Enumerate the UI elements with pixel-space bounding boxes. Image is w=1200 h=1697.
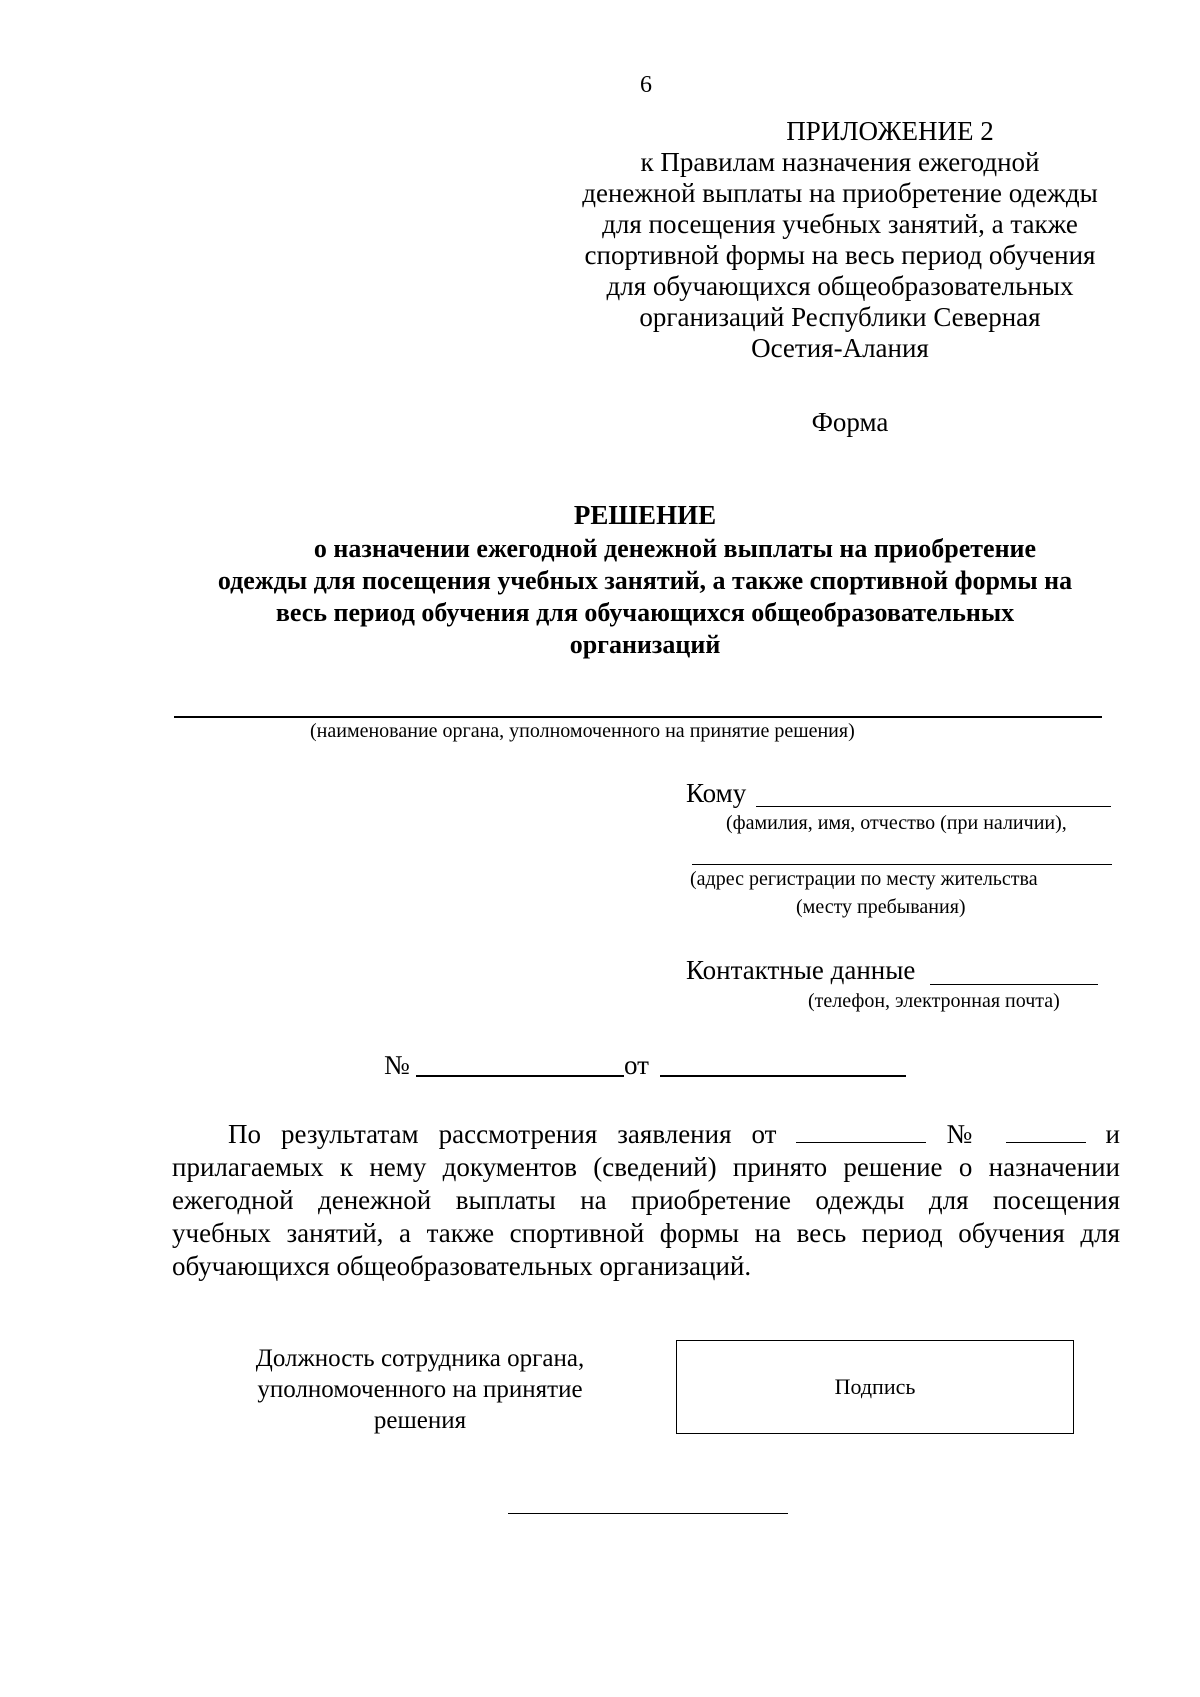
- appendix-line: для посещения учебных занятий, а также: [602, 209, 1078, 239]
- heading-line: одежды для посещения учебных занятий, а также спортивной формы на: [217, 566, 1073, 595]
- signatory-line: решения: [373, 1407, 467, 1434]
- recipient-name-caption: (фамилия, имя, отчество (при наличии),: [726, 812, 1067, 834]
- contacts-line[interactable]: [930, 984, 1098, 985]
- appendix-line: для обучающихся общеобразовательных: [606, 271, 1074, 301]
- body-line1-end: и: [1105, 1119, 1120, 1149]
- appendix-line: организаций Республики Северная: [639, 302, 1041, 332]
- contacts-caption: (телефон, электронная почта): [808, 990, 1060, 1012]
- body-line: прилагаемых к нему документов (сведений) принято решение о назначении: [172, 1152, 1120, 1182]
- to-label: Кому: [686, 778, 747, 808]
- form-label: Форма: [811, 407, 889, 437]
- page-number: 6: [640, 72, 652, 98]
- body-line: обучающихся общеобразовательных организаций.: [172, 1251, 752, 1281]
- body-line1-start: По результатам рассмотрения заявления от: [228, 1119, 777, 1149]
- appendix-title: ПРИЛОЖЕНИЕ 2: [786, 116, 994, 146]
- recipient-address-line[interactable]: [692, 864, 1112, 865]
- body-line: ежегодной денежной выплаты на приобретение одежды для посещения: [172, 1185, 1120, 1215]
- appendix-line: Осетия-Алания: [751, 333, 929, 363]
- authority-name-line[interactable]: [174, 716, 1102, 718]
- body-line: учебных занятий, а также спортивной формы на весь период обучения для: [172, 1218, 1120, 1248]
- decision-heading: [140, 533, 1150, 661]
- application-number-blank[interactable]: [1006, 1122, 1086, 1143]
- date-from-label: от: [624, 1050, 649, 1080]
- heading-line: весь период обучения для обучающихся общеобразовательных: [275, 598, 1015, 627]
- application-date-blank[interactable]: [796, 1122, 926, 1143]
- decision-number-line[interactable]: [416, 1075, 624, 1077]
- signatory-line: Должность сотрудника органа,: [255, 1345, 585, 1372]
- appendix-block: [560, 116, 1120, 364]
- number-label: №: [384, 1050, 410, 1080]
- heading-line: организаций: [569, 630, 721, 659]
- heading-line: о назначении ежегодной денежной выплаты на приобретение: [313, 534, 1037, 563]
- authority-caption: (наименование органа, уполномоченного на принятие решения): [310, 720, 855, 742]
- contacts-label: Контактные данные: [686, 955, 916, 985]
- signature-box[interactable]: [676, 1340, 1074, 1434]
- recipient-name-line[interactable]: [756, 806, 1111, 807]
- body-paragraph: [172, 1118, 1120, 1283]
- signatory-line: уполномоченного на принятие: [257, 1376, 583, 1403]
- body-line: [172, 1118, 1120, 1151]
- body-line1-no: №: [946, 1119, 986, 1149]
- appendix-line: спортивной формы на весь период обучения: [584, 240, 1096, 270]
- decision-date-line[interactable]: [660, 1075, 906, 1077]
- decision-title: РЕШЕНИЕ: [573, 500, 717, 530]
- address-caption-2: (месту пребывания): [796, 896, 966, 918]
- address-caption: (адрес регистрации по месту жительства: [690, 868, 1038, 890]
- signatory-position: [220, 1343, 620, 1436]
- footer-divider: [508, 1513, 788, 1514]
- appendix-line: к Правилам назначения ежегодной: [640, 147, 1040, 177]
- signature-label: Подпись: [834, 1374, 916, 1399]
- appendix-line: денежной выплаты на приобретение одежды: [582, 178, 1098, 208]
